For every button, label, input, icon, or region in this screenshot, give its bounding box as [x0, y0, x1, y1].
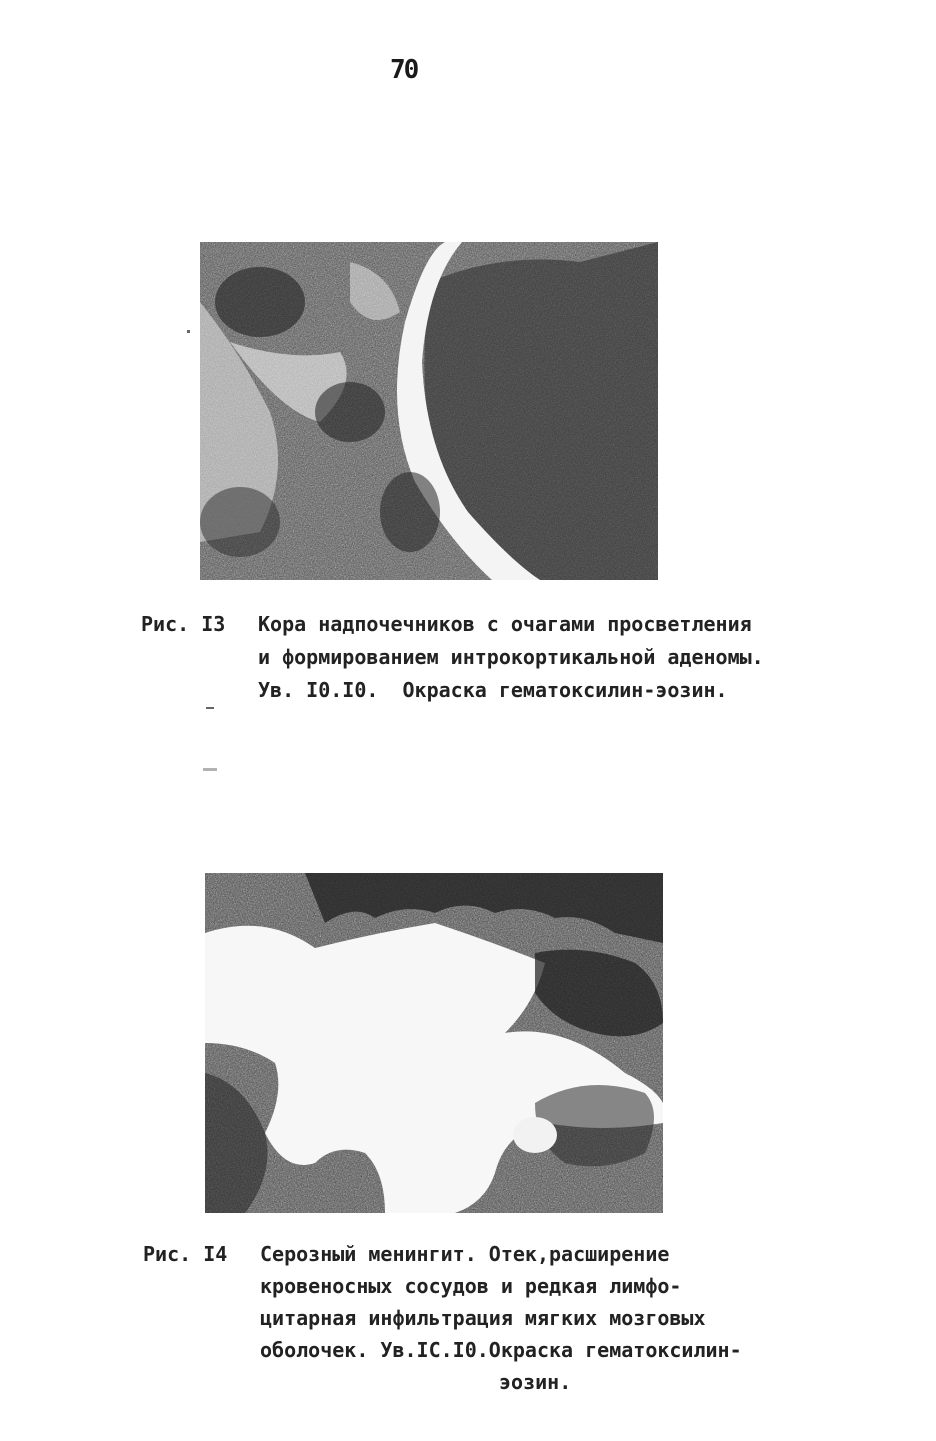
scan-speck — [203, 768, 217, 771]
figure-13-caption-line: Ув. I0.I0. Окраска гематоксилин-эозин. — [258, 678, 728, 702]
scan-speck — [206, 707, 214, 709]
figure-13-caption-line: и формированием интрокортикальной аденомы. — [258, 645, 764, 669]
figure-14-caption-line: цитарная инфильтрация мягких мозговых — [260, 1306, 706, 1330]
figure-14-label: Рис. I4 — [143, 1242, 228, 1266]
scan-speck — [187, 330, 190, 333]
figure-13-caption-line: Кора надпочечников с очагами просветления — [258, 612, 752, 636]
figure-14-caption-line: кровеносных сосудов и редкая лимфо- — [260, 1274, 682, 1298]
figure-13-label: Рис. I3 — [141, 612, 226, 636]
page-number: 70 — [390, 55, 418, 85]
figure-14-caption-line: оболочек. Ув.IC.I0.Окраска гематоксилин- — [260, 1338, 742, 1362]
figure-14-caption-line: Серозный менингит. Отек,расширение — [260, 1242, 670, 1266]
figure-14-caption-line: эозин. — [499, 1370, 572, 1394]
